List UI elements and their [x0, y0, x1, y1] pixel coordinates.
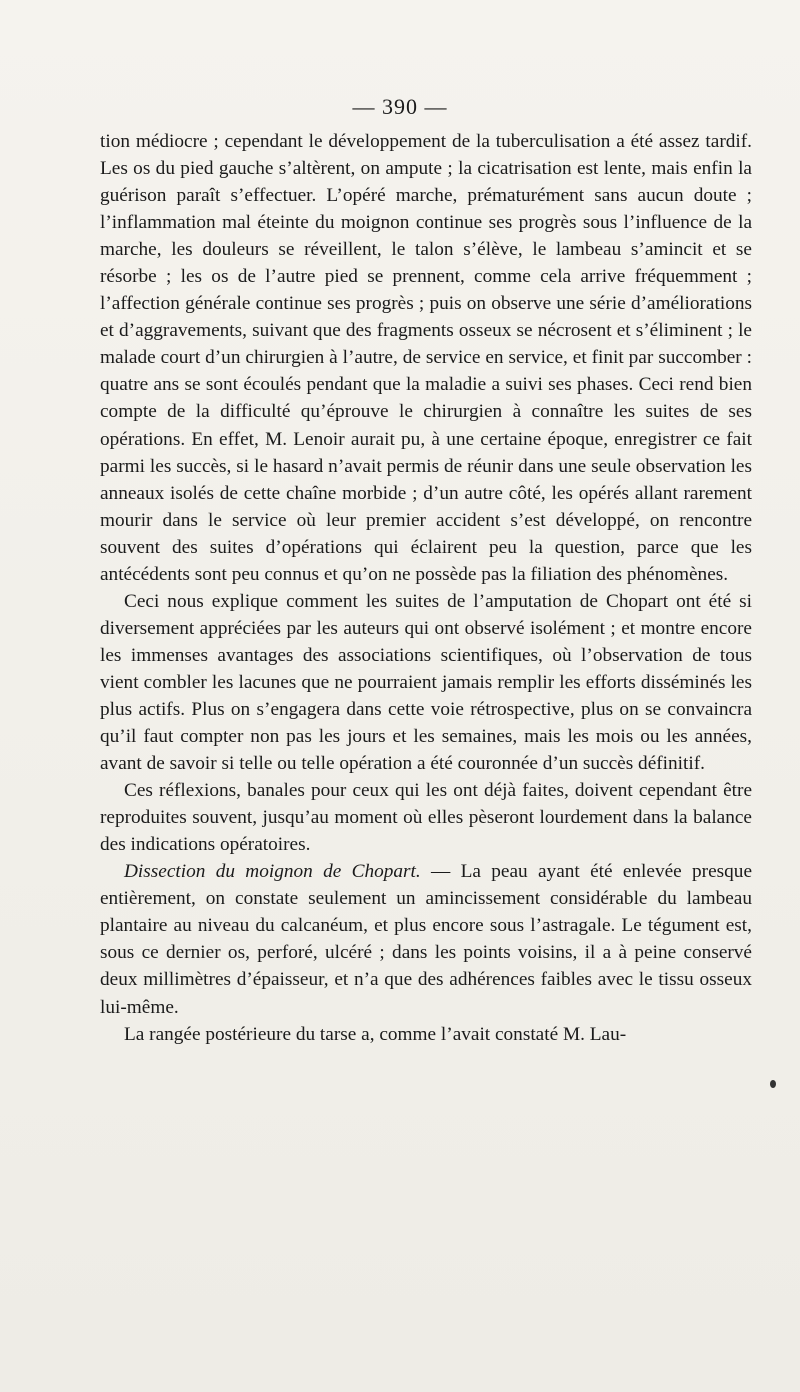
paragraph-dissection [100, 858, 752, 1020]
ink-speck [770, 1080, 776, 1088]
paragraph: Ceci nous explique comment les suites de l’amputation de Chopart ont été si diversement appréciées par les auteurs qui ont observé isolément ; et montre encore les immenses avantages des associations scientifiques, où l’observation de tous vient combler les lacunes que ne pourraient jamais remplir les efforts disséminés les plus actifs. Plus on s’engagera dans cette voie rétrospective, plus on se convaincra qu’il faut compter non pas les jours et les semaines, mais les mois ou les années, avant de savoir si telle ou telle opération a été couronnée d’un succès définitif. [100, 590, 752, 775]
paragraph: tion médiocre ; cependant le développement de la tuberculisation a été assez tardif. Les os du pied gauche s’altèrent, on ampute ; la cicatrisation est lente, mais enfin la guérison paraît s’effectuer. L’opéré marche, prématurément sans aucun doute ; l’inflammation mal éteinte du moignon continue ses progrès sous l’influence de la marche, les douleurs se réveillent, le talon s’élève, le lambeau s’amincit et se résorbe ; les os de l’autre pied se prennent, comme cela arrive fréquemment ; l’affection générale continue ses progrès ; puis on observe une série d’améliorations et d’aggravements, suivant que des fragments osseux se nécrosent et s’éliminent ; le malade court d’un chirurgien à l’autre, de service en service, et finit par succomber : quatre ans se sont écoulés pendant que la maladie a suivi ses phases. Ceci rend bien compte de la difficulté qu’éprouve le chirurgien à connaître les suites de ses opérations. En effet, M. Lenoir aurait pu, à une certaine époque, enregistrer ce fait parmi les succès, si le hasard n’avait permis de réunir dans une seule observation les anneaux isolés de cette chaîne morbide ; d’un autre côté, les opérés allant rarement mourir dans le service où leur premier accident s’est développé, on rencontre souvent des suites d’opérations qui éclairent peu la question, parce que les antécédents sont peu connus et qu’on ne possède pas la filiation des phénomènes. [100, 131, 752, 585]
paragraph: La rangée postérieure du tarse a, comme l’avait constaté M. Lau- [124, 1023, 627, 1045]
body-text [100, 128, 752, 1048]
paragraph-text: — La peau ayant été enlevée presque entièrement, on constate seulement un amincissement considérable du lambeau plantaire au niveau du calcanéum, et plus encore sous l’astragale. Le tégument est, sous ce dernier os, perforé, ulcéré ; dans les points voisins, il a à peine conservé deux millimètres d’épaisseur, et n’a que des adhérences faibles avec le tissu osseux lui-même. [100, 861, 752, 1018]
section-heading: Dissection du moignon de Chopart. [124, 861, 421, 883]
page-number: — 390 — [352, 94, 448, 119]
paragraph: Ces réflexions, banales pour ceux qui les ont déjà faites, doivent cependant être reproduites souvent, jusqu’au moment où elles pèseront lourdement dans la balance des indications opératoires. [100, 780, 752, 856]
